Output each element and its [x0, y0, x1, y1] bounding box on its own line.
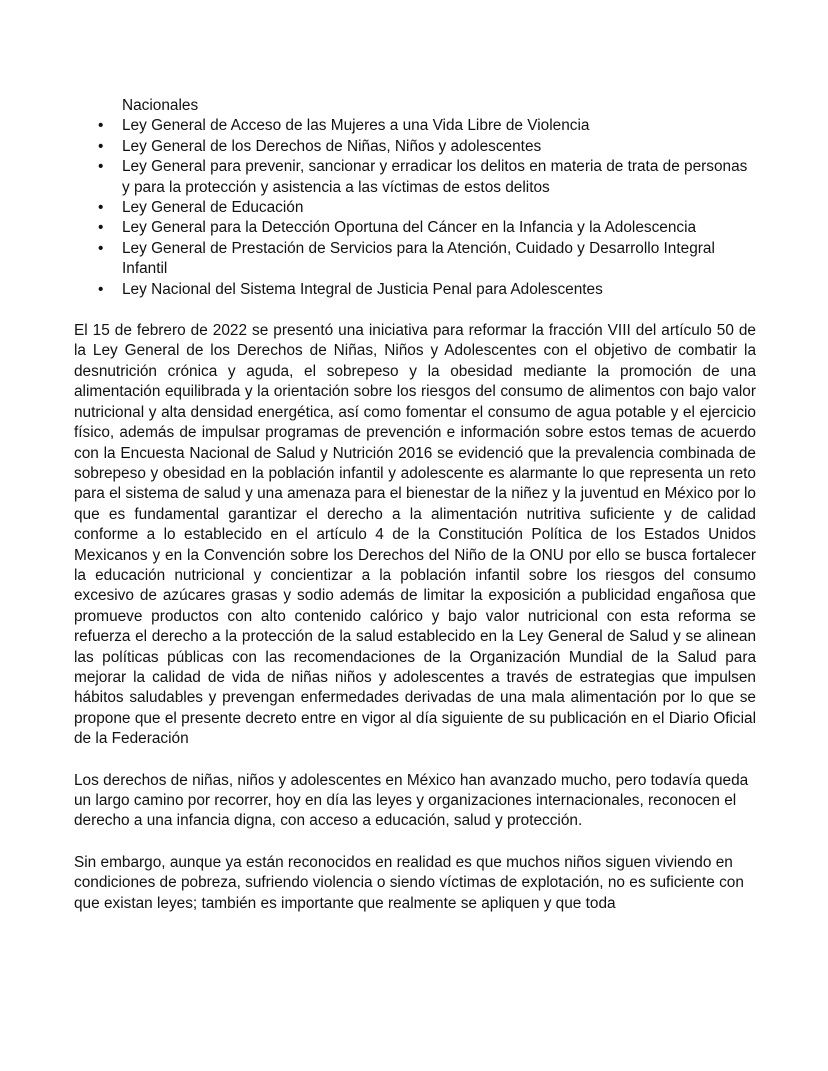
bullet-icon: •: [98, 219, 104, 237]
bullet-icon: •: [98, 199, 104, 217]
bullet-icon: •: [98, 239, 104, 257]
list-item-law-5: [74, 218, 756, 238]
paragraph-initiative: El 15 de febrero de 2022 se presentó una iniciativa para reformar la fracción VIII del artículo 50 de la Ley General de los Derechos de Niñas, Niños y Adolescentes con el objetivo de combatir la desnutrición crónica y aguda, el sobrepeso y la obesidad mediante la promoción de una alimentación equilibrada y la orientación sobre los riesgos del consumo de alimentos con bajo valor nutricional y alta densidad energética, así como fomentar el consumo de agua potable y el ejercicio físico, además de impulsar programas de prevención e información sobre estos temas de acuerdo con la Encuesta Nacional de Salud y Nutrición 2016 se evidenció que la prevalencia combinada de sobrepeso y obesidad en la población infantil y adolescente es alarmante lo que representa un reto para el sistema de salud y una amenaza para el bienestar de la niñez y la juventud en México por lo que es fundamental garantizar el derecho a la alimentación nutritiva suficiente y de calidad conforme a lo establecido en el artículo 4 de la Constitución Política de los Estados Unidos Mexicanos y en la Convención sobre los Derechos del Niño de la ONU por ello se busca fortalecer la educación nutricional y concientizar a la población infantil sobre los riesgos del consumo excesivo de azúcares grasas y sodio además de limitar la exposición a publicidad engañosa que promueve productos con alto contenido calórico y bajo valor nutricional con esta reforma se refuerza el derecho a la protección de la salud establecido en la Ley General de Salud y se alinean las políticas públicas con las recomendaciones de la Organización Mundial de la Salud para mejorar la calidad de vida de niñas niños y adolescentes a través de estrategias que impulsen hábitos saludables y prevengan enfermedades derivadas de una mala alimentación por lo que se propone que el presente decreto entre en vigor al día siguiente de su publicación en el Diario Oficial de la Federación: [74, 322, 756, 748]
bullet-icon: •: [98, 158, 104, 176]
bullet-icon: •: [98, 137, 104, 155]
list-item-law-4: [74, 198, 756, 218]
list-item-law-7: [74, 280, 756, 300]
bullet-icon: •: [98, 117, 104, 135]
law-name: Ley General de Educación: [122, 199, 304, 217]
law-name: Ley General de Prestación de Servicios para la Atención, Cuidado y Desarrollo Integral Infantil: [122, 239, 715, 278]
law-name: Ley General para la Detección Oportuna del Cáncer en la Infancia y la Adolescencia: [122, 219, 697, 237]
list-item-law-2: [74, 137, 756, 157]
list-item-law-1: [74, 116, 756, 136]
law-name: Ley General para prevenir, sancionar y erradicar los delitos en materia de trata de personas y para la protección y asistencia a las víctimas de estos delitos: [122, 158, 748, 196]
bullet-icon: •: [98, 280, 104, 298]
law-name: Ley General de Acceso de las Mujeres a una Vida Libre de Violencia: [122, 117, 590, 135]
document-page: [74, 96, 756, 914]
list-item-law-6: [74, 239, 756, 280]
paragraph-rights-progress: Los derechos de niñas, niños y adolescentes en México han avanzado mucho, pero todavía queda un largo camino por recorrer, hoy en día las leyes y organizaciones internacionales, reconocen el derecho a una infancia digna, con acceso a educación, salud y protección.: [74, 771, 749, 830]
law-name: Ley Nacional del Sistema Integral de Justicia Penal para Adolescentes: [122, 280, 603, 298]
laws-list: [74, 116, 756, 300]
law-name: Ley General de los Derechos de Niñas, Niños y adolescentes: [122, 137, 542, 155]
list-continuation-text: Nacionales: [122, 97, 199, 114]
list-item-law-3: [74, 157, 756, 198]
paragraph-however: Sin embargo, aunque ya están reconocidos en realidad es que muchos niños siguen viviendo en condiciones de pobreza, sufriendo violencia o siendo víctimas de explotación, no es suficiente con que existan leyes; también es importante que realmente se apliquen y que toda: [74, 853, 744, 912]
